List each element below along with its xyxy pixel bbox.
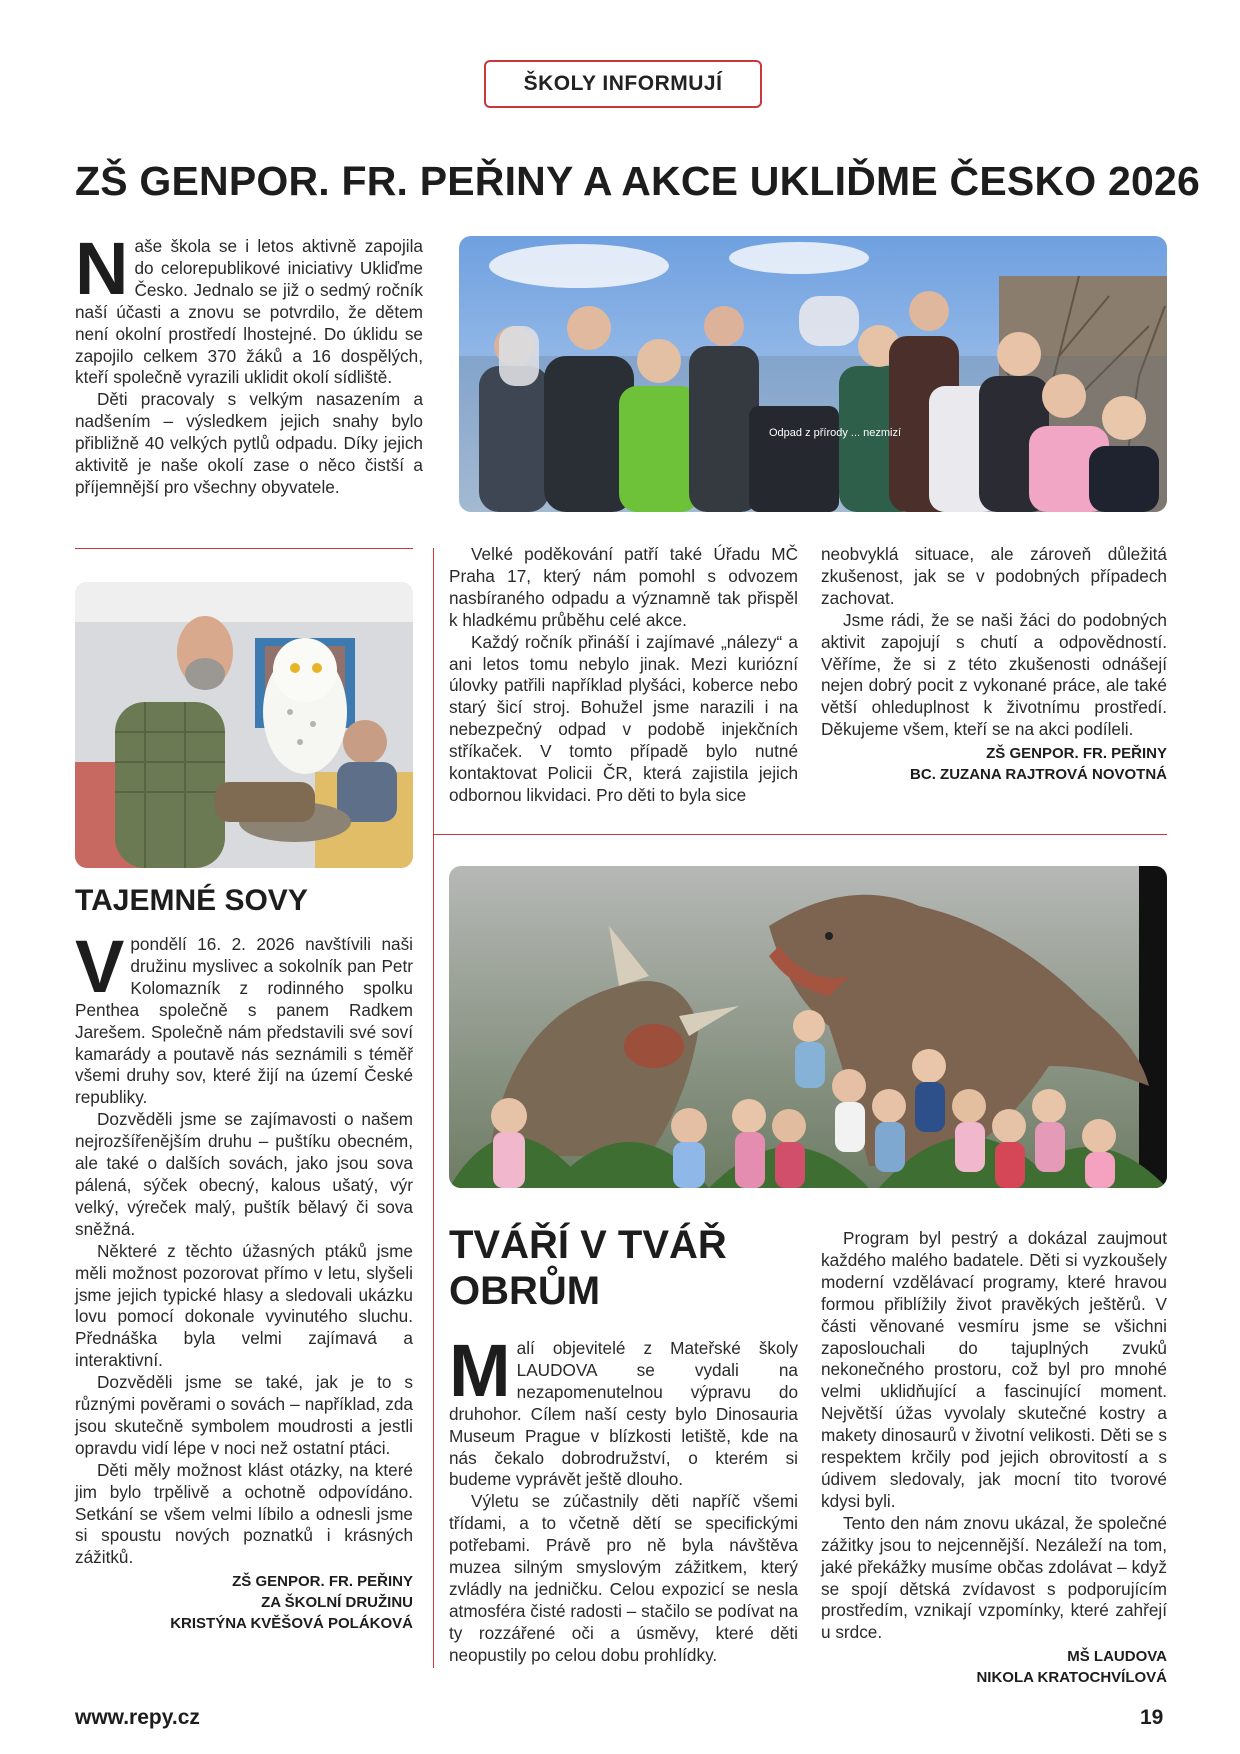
dinosaur-photo: [449, 866, 1167, 1188]
owl-photo: [75, 582, 413, 868]
footer-url: www.repy.cz: [75, 1706, 200, 1729]
cleanup-photo: [459, 236, 1167, 512]
article1-intro: [75, 227, 423, 499]
article2-p4: Dozvěděli jsme se také, jak je to s různými pověrami o sovách – například, zda jsou skutečně symbolem moudrosti a jestli opravdu vidí lépe v noci než ostatní ptáci.: [75, 1372, 413, 1458]
article1-col2: [449, 544, 798, 807]
section-badge: ŠKOLY INFORMUJÍ: [484, 60, 762, 108]
article1-col3-p2: Jsme rádi, že se naši žáci do podobných aktivit zapojují s chutí a odpovědností. Věříme, že si z této zkušenosti odnášejí nejen dobrý pocit z vykonané práce, ale také větší ohleduplnost k životnímu prostředí. Děkujeme všem, kteří se na akci podíleli.: [821, 609, 1167, 740]
section-title: TVÁŘÍ V TVÁŘ OBRŮM: [449, 1223, 727, 1313]
bag-text: Odpad z přírody ... nezmizí: [769, 427, 902, 439]
article3-col2-p2: Tento den nám znovu ukázal, že společné zážitky jsou to nejcennější. Nezáleží na tom, jaké překážky musíme občas zdolávat – když se spojí dětská zvídavost s podporujícím prostředím, vznikají vzpomínky, které zahřejí u srdce.: [821, 1512, 1167, 1643]
article1-col2-p1: Velké poděkování patří také Úřadu MČ Praha 17, který nám pomohl s odvozem nasbíraného odpadu a významně tak přispěl k hladkému průběhu celé akce.: [449, 544, 798, 630]
dropcap: V: [75, 925, 125, 1008]
dropcap: M: [449, 1329, 511, 1412]
signature: MŠ LAUDOVA NIKOLA KRATOCHVÍLOVÁ: [976, 1648, 1167, 1687]
article3-p1: alí objevitelé z Mateřské školy LAUDOVA se vydali na nezapomenutelnou výpravu do druhohor. Cílem naší cesty bylo Dinosauria Museum Prague v blízkosti letiště, kde na nás čekalo dobrodružství, o kterém si budeme vyprávět ještě dlouho.: [449, 1338, 798, 1490]
article2-p5: Děti měly možnost klást otázky, na které jim bylo trpělivě a ochotně odpovídáno. Setkání se všem velmi líbilo a odnesli jsme si spoustu nových poznatků i krásných zážitků.: [75, 1459, 413, 1568]
page-title: ZŠ GENPOR. FR. PEŘINY A AKCE UKLIĎME ČESKO 2026: [75, 158, 1200, 204]
article1-p2: Děti pracovaly s velkým nasazením a nadšením – výsledkem jejich snahy bylo přibližně 40 velkých pytlů odpadu. Díky jejich aktivitě je naše okolí zase o něco čistší a příjemnější pro všechny obyvatele.: [75, 389, 423, 497]
article2-p1: pondělí 16. 2. 2026 navštívili naši družinu myslivec a sokolník pan Petr Kolomazník z rodinného spolku Penthea společně s panem Radkem Jarešem. Společně nám představili své soví kamarády a poutavě nás seznámili s téměř všemi druhy sov, které žijí na území České republiky.: [75, 934, 413, 1108]
article2-body: [75, 925, 413, 1634]
article2-p3: Některé z těchto úžasných ptáků jsme měli možnost pozorovat přímo v letu, slyšeli jsme jejich typické hlasy a sledovali ukázku lovu pomocí dokonale vyvinutého sluchu. Přednáška byla velmi zajímavá a interaktivní.: [75, 1240, 413, 1371]
article3-col2: [821, 1228, 1167, 1688]
signature: ZŠ GENPOR. FR. PEŘINY ZA ŠKOLNÍ DRUŽINU KRISTÝNA KVĚŠOVÁ POLÁKOVÁ: [170, 1573, 413, 1633]
signature: ZŠ GENPOR. FR. PEŘINY BC. ZUZANA RAJTROVÁ NOVOTNÁ: [910, 745, 1167, 784]
page-number: 19: [1140, 1706, 1164, 1729]
article3-p2: Výletu se zúčastnily děti napříč všemi třídami, a to včetně dětí se specifickými potřebami. Právě pro ně byla návštěva muzea silným smyslovým zážitkem, který zvládly na jedničku. Celou expozicí se nesla atmosféra čisté radosti – stačilo se podívat na ty rozzářené oči a úsměvy, které děti neopustily po celou dobu prohlídky.: [449, 1491, 798, 1665]
article2-p2: Dozvěděli jsme se zajímavosti o našem nejrozšířenějším druhu – puštíku obecném, ale také o dalších sovách, jako jsou sova pálená, sýček obecný, kalous ušatý, výr velký, výreček malý, puštík bělavý či sova sněžná.: [75, 1109, 413, 1239]
section-title: TAJEMNÉ SOVY: [75, 884, 308, 917]
article3-col1: [449, 1329, 798, 1667]
article3-col2-p1: Program byl pestrý a dokázal zaujmout každého malého badatele. Děti si vyzkoušely moderní vzdělávací programy, které hravou formou přiblížily život pravěkých ještěrů. V části věnované vesmíru jsme se všichni zaposlouchali do tajuplných zvuků nekonečného prostoru, což byl pro mnohé velmi uklidňující a fascinující moment. Největší úžas vyvolaly skutečné kostry a makety dinosaurů v životní velikosti. Děti se s respektem krčily pod jejich obrovitostí a s údivem sledovaly, jak mocní tito tvorové kdysi byli.: [821, 1228, 1167, 1511]
article1-col3: [821, 544, 1167, 785]
article1-col3-p1: neobvyklá situace, ale zároveň důležitá zkušenost, jak se v podobných případech zachovat.: [821, 544, 1167, 608]
dropcap: N: [75, 227, 129, 310]
divider: [75, 548, 413, 549]
divider: [433, 834, 1167, 835]
article1-p1: aše škola se i letos aktivně zapojila do celorepublikové iniciativy Ukliďme Česko. Jednalo se již o sedmý ročník naší účasti a znovu se potvrdilo, že dětem není okolní prostředí lhostejné. Do úklidu se zapojilo celkem 370 žáků a 16 dospělých, kteří společně vyrazili uklidit okolí sídliště.: [75, 236, 423, 388]
vertical-divider: [433, 548, 434, 1668]
article1-col2-p2: Každý ročník přináší i zajímavé „nálezy“ a ani letos tomu nebylo jinak. Mezi kuriózní úlovky patřili například plyšáci, koberce nebo starý šicí stroj. Bohužel jsme narazili i na nebezpečný odpad v podobě injekčních stříkaček. V tomto případě bylo nutné kontaktovat Policii ČR, která zajistila jejich odbornou likvidaci. Pro děti to byla sice: [449, 631, 798, 805]
